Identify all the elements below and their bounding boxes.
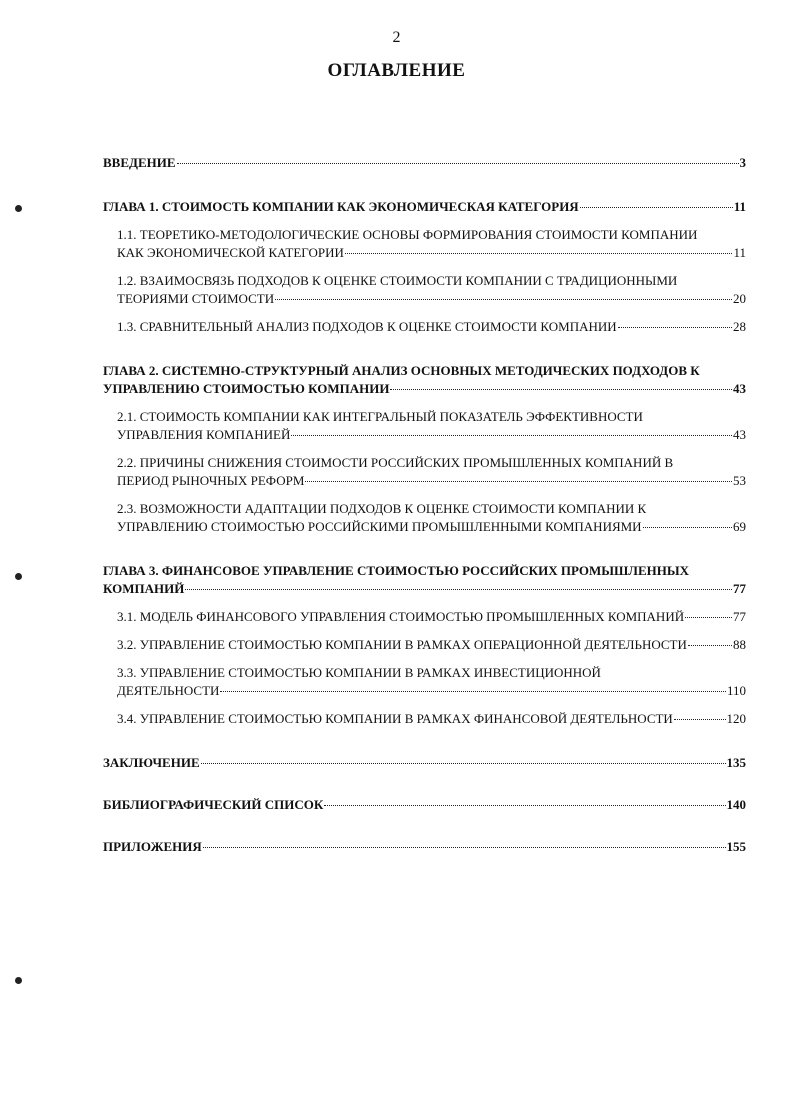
toc-page-number: 11 bbox=[733, 199, 746, 214]
toc-entry-title-cont: УПРАВЛЕНИЮ СТОИМОСТЬЮ РОССИЙСКИМИ ПРОМЫШЛЕННЫМИ КОМПАНИЯМИ bbox=[117, 519, 642, 534]
toc-section-1-2[interactable] bbox=[117, 272, 746, 308]
toc-entry-title: 2.1. СТОИМОСТЬ КОМПАНИИ КАК ИНТЕГРАЛЬНЫЙ ПОКАЗАТЕЛЬ ЭФФЕКТИВНОСТИ bbox=[117, 409, 643, 424]
toc-entry-title: ГЛАВА 1. СТОИМОСТЬ КОМПАНИИ КАК ЭКОНОМИЧЕСКАЯ КАТЕГОРИЯ bbox=[103, 199, 579, 214]
toc-page-number: 43 bbox=[733, 427, 746, 442]
toc-section-2-1[interactable] bbox=[117, 408, 746, 444]
dot-leader bbox=[177, 163, 739, 164]
toc-entry-title: ЗАКЛЮЧЕНИЕ bbox=[103, 755, 200, 770]
dot-leader bbox=[580, 207, 733, 208]
toc-entry-title: 1.2. ВЗАИМОСВЯЗЬ ПОДХОДОВ К ОЦЕНКЕ СТОИМОСТИ КОМПАНИИ С ТРАДИЦИОННЫМИ bbox=[117, 273, 678, 288]
margin-dot bbox=[15, 977, 22, 984]
toc-entry-bibliography[interactable] bbox=[103, 796, 746, 814]
toc-page-number: 120 bbox=[726, 711, 746, 726]
margin-dot bbox=[15, 573, 22, 580]
dot-leader bbox=[345, 253, 733, 254]
toc-entry-title: 3.3. УПРАВЛЕНИЕ СТОИМОСТЬЮ КОМПАНИИ В РАМКАХ ИНВЕСТИЦИОННОЙ bbox=[117, 665, 601, 680]
dot-leader bbox=[324, 805, 725, 806]
toc-entry-title-cont: КАК ЭКОНОМИЧЕСКОЙ КАТЕГОРИИ bbox=[117, 245, 344, 260]
dot-leader bbox=[674, 719, 726, 720]
dot-leader bbox=[201, 763, 726, 764]
toc-section-2-2[interactable] bbox=[117, 454, 746, 490]
toc-section-1-3[interactable] bbox=[117, 318, 746, 336]
toc-entry-title-cont: УПРАВЛЕНИЮ СТОИМОСТЬЮ КОМПАНИИ bbox=[103, 381, 390, 396]
toc-section-3-3[interactable] bbox=[117, 664, 746, 700]
toc-page-number: 77 bbox=[733, 609, 746, 624]
dot-leader bbox=[203, 847, 726, 848]
dot-leader bbox=[291, 435, 732, 436]
toc-entry-title: 3.4. УПРАВЛЕНИЕ СТОИМОСТЬЮ КОМПАНИИ В РАМКАХ ФИНАНСОВОЙ ДЕЯТЕЛЬНОСТИ bbox=[117, 711, 673, 726]
toc-page-number: 28 bbox=[733, 319, 746, 334]
dot-leader bbox=[643, 527, 732, 528]
dot-leader bbox=[305, 481, 732, 482]
toc-entry-title: 1.3. СРАВНИТЕЛЬНЫЙ АНАЛИЗ ПОДХОДОВ К ОЦЕНКЕ СТОИМОСТИ КОМПАНИИ bbox=[117, 319, 617, 334]
dot-leader bbox=[688, 645, 732, 646]
margin-dot bbox=[15, 205, 22, 212]
toc-page-number: 140 bbox=[726, 797, 746, 812]
toc-entry-title: ВВЕДЕНИЕ bbox=[103, 155, 176, 170]
toc-section-2-3[interactable] bbox=[117, 500, 746, 536]
toc-entry-title: БИБЛИОГРАФИЧЕСКИЙ СПИСОК bbox=[103, 797, 324, 812]
dot-leader bbox=[685, 617, 732, 618]
dot-leader bbox=[618, 327, 732, 328]
toc-entry-title-cont: КОМПАНИЙ bbox=[103, 581, 185, 596]
toc-page-number: 3 bbox=[739, 155, 746, 170]
toc-page-number: 77 bbox=[733, 581, 746, 596]
toc-page-number: 43 bbox=[733, 381, 746, 396]
toc-page-number: 53 bbox=[733, 473, 746, 488]
toc-entry-title-cont: ТЕОРИЯМИ СТОИМОСТИ bbox=[117, 291, 275, 306]
toc-entry-title: ПРИЛОЖЕНИЯ bbox=[103, 839, 202, 854]
table-of-contents bbox=[103, 154, 746, 856]
toc-entry-title: ГЛАВА 2. СИСТЕМНО-СТРУКТУРНЫЙ АНАЛИЗ ОСНОВНЫХ МЕТОДИЧЕСКИХ ПОДХОДОВ К bbox=[103, 363, 700, 378]
toc-page-number: 20 bbox=[733, 291, 746, 306]
toc-entry-title: 3.1. МОДЕЛЬ ФИНАНСОВОГО УПРАВЛЕНИЯ СТОИМОСТЬЮ ПРОМЫШЛЕННЫХ КОМПАНИЙ bbox=[117, 609, 685, 624]
toc-entry-title-cont: ПЕРИОД РЫНОЧНЫХ РЕФОРМ bbox=[117, 473, 305, 488]
toc-page-number: 69 bbox=[733, 519, 746, 534]
toc-entry-intro[interactable] bbox=[103, 154, 746, 172]
toc-section-3-1[interactable] bbox=[117, 608, 746, 626]
dot-leader bbox=[185, 589, 732, 590]
toc-chapter-1[interactable] bbox=[103, 198, 746, 216]
toc-entry-title: ГЛАВА 3. ФИНАНСОВОЕ УПРАВЛЕНИЕ СТОИМОСТЬЮ РОССИЙСКИХ ПРОМЫШЛЕННЫХ bbox=[103, 563, 689, 578]
toc-chapter-2[interactable] bbox=[103, 362, 746, 398]
page-number: 2 bbox=[392, 29, 401, 46]
toc-entry-title: 2.2. ПРИЧИНЫ СНИЖЕНИЯ СТОИМОСТИ РОССИЙСКИХ ПРОМЫШЛЕННЫХ КОМПАНИЙ В bbox=[117, 455, 674, 470]
toc-entry-title: 3.2. УПРАВЛЕНИЕ СТОИМОСТЬЮ КОМПАНИИ В РАМКАХ ОПЕРАЦИОННОЙ ДЕЯТЕЛЬНОСТИ bbox=[117, 637, 687, 652]
toc-page-number: 110 bbox=[726, 683, 746, 698]
toc-entry-appendices[interactable] bbox=[103, 838, 746, 856]
toc-section-1-1[interactable] bbox=[117, 226, 746, 262]
toc-entry-title-cont: ДЕЯТЕЛЬНОСТИ bbox=[117, 683, 220, 698]
toc-page-number: 88 bbox=[733, 637, 746, 652]
toc-entry-title: 1.1. ТЕОРЕТИКО-МЕТОДОЛОГИЧЕСКИЕ ОСНОВЫ ФОРМИРОВАНИЯ СТОИМОСТИ КОМПАНИИ bbox=[117, 227, 698, 242]
toc-page-number: 11 bbox=[733, 245, 746, 260]
toc-entry-title-cont: УПРАВЛЕНИЯ КОМПАНИЕЙ bbox=[117, 427, 291, 442]
toc-page-number: 135 bbox=[726, 755, 746, 770]
toc-chapter-3[interactable] bbox=[103, 562, 746, 598]
dot-leader bbox=[275, 299, 732, 300]
dot-leader bbox=[220, 691, 726, 692]
toc-section-3-4[interactable] bbox=[117, 710, 746, 728]
toc-entry-title: 2.3. ВОЗМОЖНОСТИ АДАПТАЦИИ ПОДХОДОВ К ОЦЕНКЕ СТОИМОСТИ КОМПАНИИ К bbox=[117, 501, 647, 516]
toc-entry-conclusion[interactable] bbox=[103, 754, 746, 772]
toc-section-3-2[interactable] bbox=[117, 636, 746, 654]
dot-leader bbox=[390, 389, 732, 390]
toc-page-number: 155 bbox=[726, 839, 746, 854]
page-title: ОГЛАВЛЕНИЕ bbox=[327, 60, 466, 81]
